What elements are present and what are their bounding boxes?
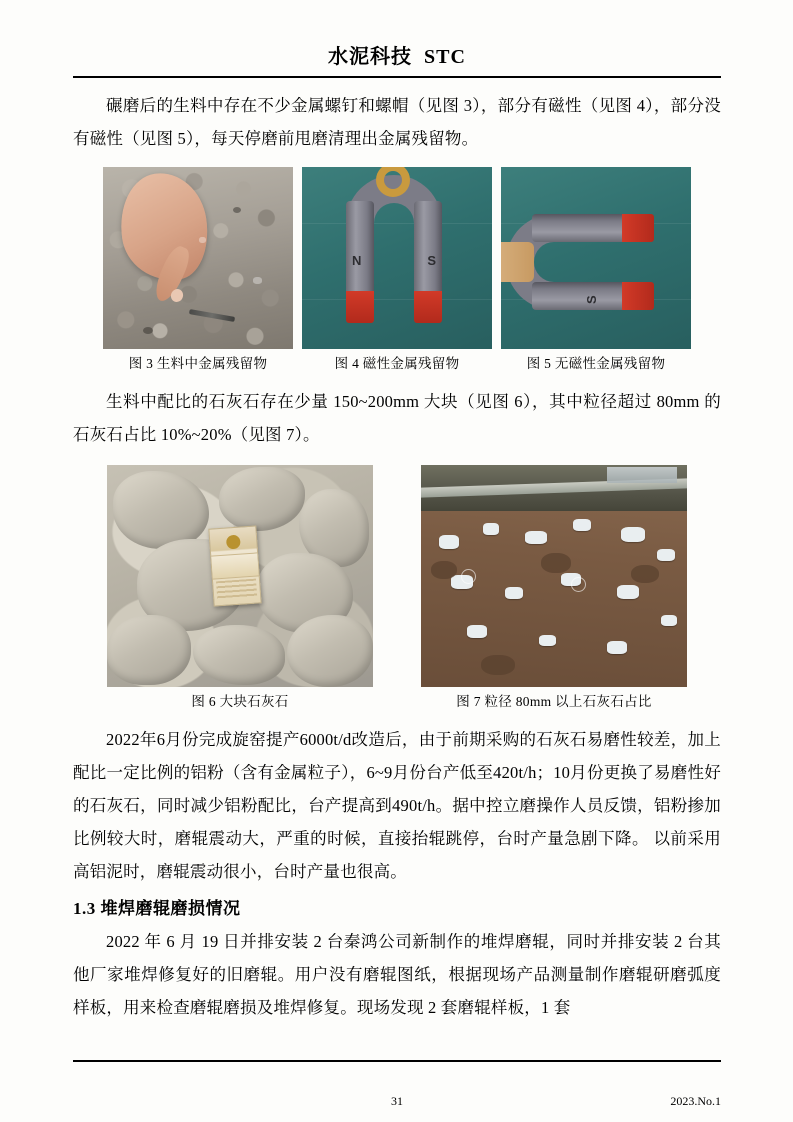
brown-material xyxy=(541,553,571,573)
figure-5-image xyxy=(501,167,691,349)
magnet-leg-left xyxy=(532,282,628,310)
gravel-shadow xyxy=(143,327,153,334)
magnet-pole-right xyxy=(414,291,442,323)
header-divider xyxy=(73,76,721,78)
figure-7-caption: 图 7 粒径 80mm 以上石灰石占比 xyxy=(456,694,652,709)
page-content xyxy=(73,0,721,1122)
pack-text-lines xyxy=(216,579,257,600)
magnet-label-s: S xyxy=(584,295,599,304)
figure-3-image xyxy=(103,167,293,349)
issue-label: 2023.No.1 xyxy=(670,1094,721,1108)
pack-emblem xyxy=(226,535,241,550)
gravel-highlight xyxy=(253,277,262,284)
figure-row-1 xyxy=(73,167,721,374)
page-header xyxy=(73,0,721,67)
brown-material xyxy=(481,655,515,675)
limestone-chip xyxy=(617,585,639,599)
cigarette-pack-reference xyxy=(208,525,261,606)
limestone-rock xyxy=(219,467,305,531)
limestone-chip xyxy=(439,535,459,549)
figure-4 xyxy=(302,167,492,374)
figure-6-image xyxy=(107,465,373,687)
header-title-cn: 水泥科技 xyxy=(328,46,413,68)
figure-3-caption: 图 3 生料中金属残留物 xyxy=(128,356,268,371)
limestone-chip xyxy=(539,635,556,646)
paragraph-3: 2022年6月份完成旋窑提产6000t/d改造后，由于前期采购的石灰石易磨性较差，加上配比一定比例的铝粉（含有金属粒子），6~9月份台产低至420t/h；10月份更换了易磨性好的石灰石，同时减少铝粉配比，台产提高到490t/h。据中控立磨操作人员反馈，铝粉掺加比例较大时，磨辊震动大，严重的时候，直接抬辊跳停，台时产量急剧下降。 以前采用高铝泥时，磨辊震动很小，台时产量也很高。 xyxy=(73,730,721,881)
limestone-rock xyxy=(193,625,285,685)
limestone-chip xyxy=(621,527,645,542)
limestone-rock xyxy=(287,615,373,687)
figure-5-caption: 图 5 无磁性金属残留物 xyxy=(526,356,666,371)
gravel-highlight xyxy=(199,237,206,243)
magnet-leg-right xyxy=(414,201,442,297)
figure-5 xyxy=(501,167,691,374)
page-number: 31 xyxy=(391,1094,403,1108)
brown-material xyxy=(631,565,659,583)
paragraph-2: 生料中配比的石灰石存在少量 150~200mm 大块（见图 6），其中粒径超过 80mm 的石灰石占比 10%~20%（见图 7）。 xyxy=(73,392,721,444)
figure-row-2 xyxy=(73,465,721,712)
metal-screw-shape xyxy=(189,309,235,322)
limestone-chip xyxy=(525,531,547,544)
magnet-leg-left xyxy=(346,201,374,297)
limestone-rock xyxy=(113,471,209,549)
magnet-handle xyxy=(501,242,534,282)
magnet-label-n: N xyxy=(352,253,362,268)
magnet-pole-left xyxy=(346,291,374,323)
figure-3 xyxy=(103,167,293,374)
figure-7-image xyxy=(421,465,687,687)
magnet-shape xyxy=(532,208,654,316)
figure-4-caption: 图 4 磁性金属残留物 xyxy=(334,356,460,371)
gravel-shadow xyxy=(233,207,241,213)
paragraph-1: 碾磨后的生料中存在不少金属螺钉和螺帽（见图 3），部分有磁性（见图 4），部分没有磁性（见图 5），每天停磨前甩磨清理出金属残留物。 xyxy=(73,96,721,148)
magnet-leg-right xyxy=(532,214,628,242)
magnet-label-s: S xyxy=(427,253,436,268)
brown-material xyxy=(431,561,457,579)
belt-marker xyxy=(571,577,586,592)
belt-marker xyxy=(461,569,476,584)
magnet-pole-left xyxy=(622,282,654,310)
limestone-chip xyxy=(467,625,487,638)
limestone-chip xyxy=(657,549,675,561)
limestone-chip xyxy=(607,641,627,654)
figure-6-caption: 图 6 大块石灰石 xyxy=(191,694,289,709)
magnet-shape xyxy=(340,201,448,323)
paragraph-4: 2022 年 6 月 19 日并排安装 2 台秦鸿公司新制作的堆焊磨辊，同时并排安装 2 台其他厂家堆焊修复好的旧磨辊。用户没有磨辊图纸，根据现场产品测量制作磨辊研磨弧度样板，用来检查磨辊磨损及堆焊修复。现场发现 2 套磨辊样板，1 套 xyxy=(73,932,721,1017)
limestone-chip xyxy=(661,615,677,626)
limestone-rock xyxy=(107,615,191,685)
figure-6 xyxy=(107,465,373,712)
header-title-en: STC xyxy=(424,46,466,68)
section-heading-1-3: 1.3 堆焊磨辊磨损情况 xyxy=(73,899,241,918)
limestone-chip xyxy=(483,523,499,535)
belt-window xyxy=(607,467,677,483)
footer-divider xyxy=(73,1060,721,1062)
figure-4-image xyxy=(302,167,492,349)
figure-7 xyxy=(421,465,687,712)
magnet-pole-right xyxy=(622,214,654,242)
limestone-chip xyxy=(573,519,591,531)
limestone-chip xyxy=(505,587,523,599)
pack-band xyxy=(211,552,259,579)
